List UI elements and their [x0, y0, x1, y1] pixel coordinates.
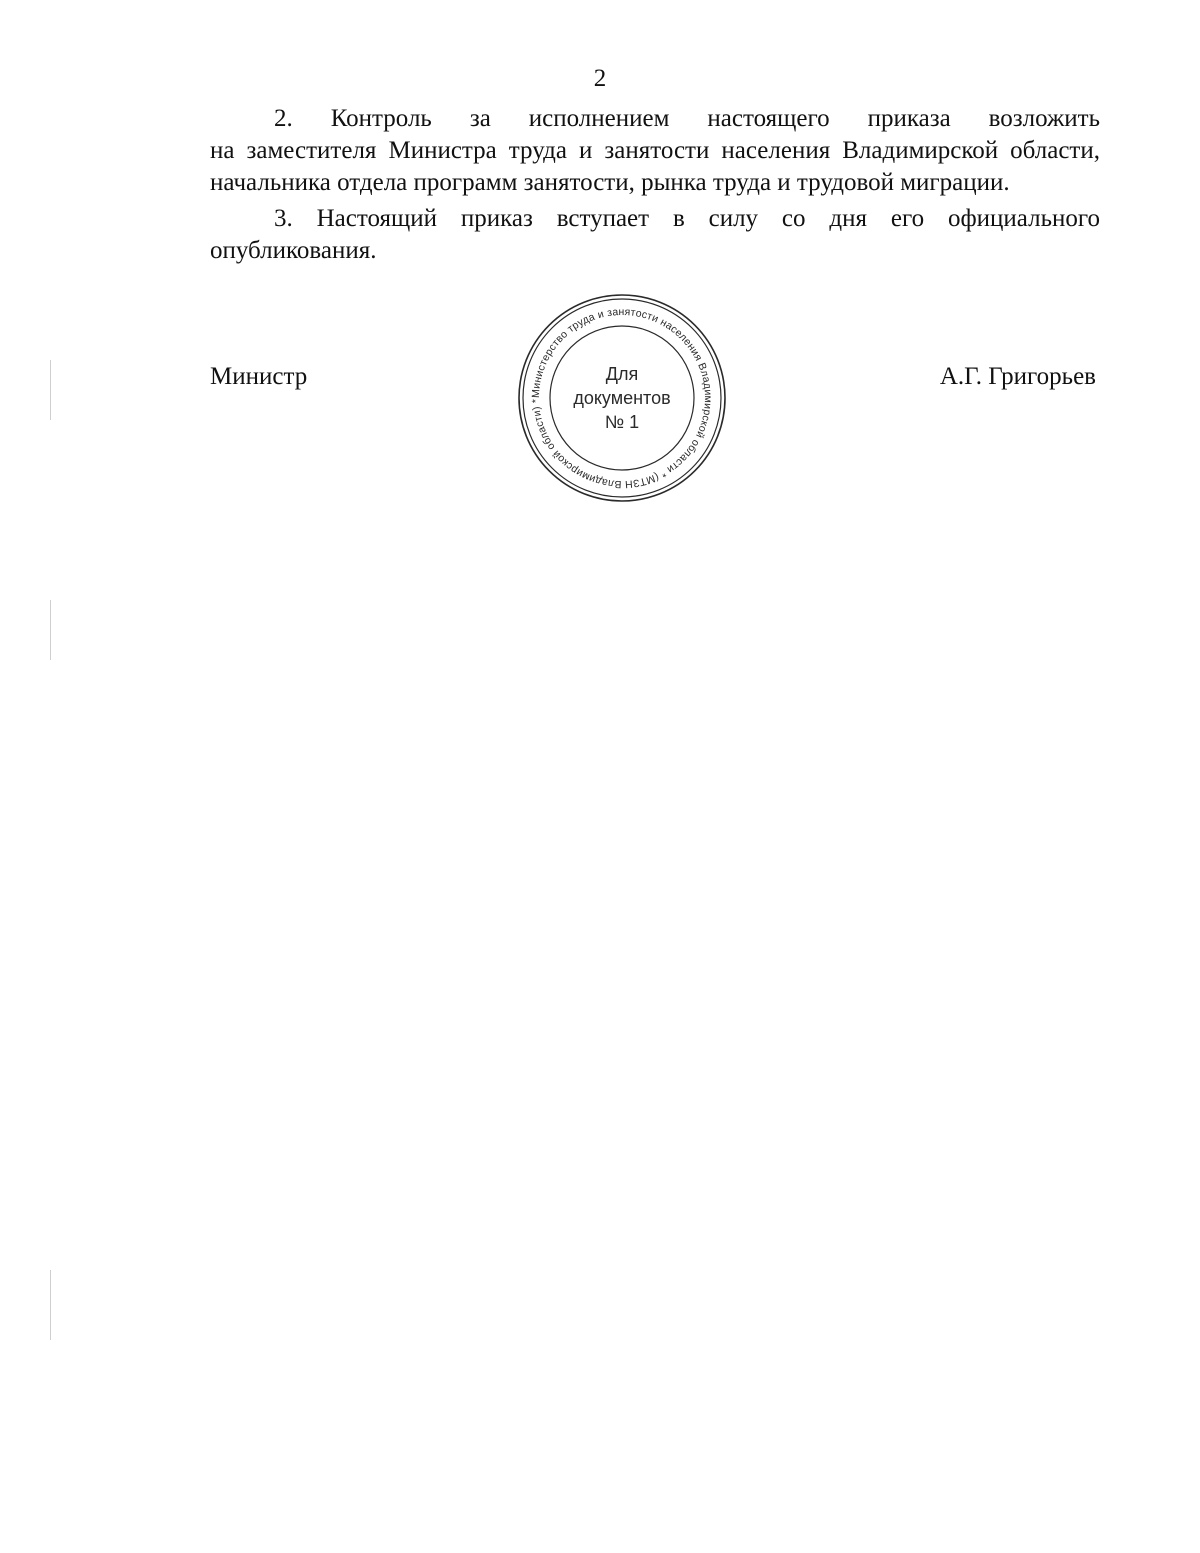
official-stamp	[516, 292, 728, 504]
scan-edge-mark-2	[50, 600, 51, 660]
signature-name: А.Г. Григорьев	[939, 363, 1096, 390]
scan-edge-mark-1	[50, 360, 51, 420]
stamp-center-line-3: № 1	[604, 412, 640, 432]
paragraph-2	[210, 103, 1100, 199]
paragraph-2-line-3: начальника отдела программ занятости, рынка труда и трудовой миграции.	[210, 169, 1010, 196]
signature-title: Министр	[210, 363, 308, 390]
stamp-ring-textpath: Министерство труда и занятости населения Владимирской области * (МТЗН Владимирской области) *	[529, 305, 715, 491]
paragraph-3	[210, 203, 1100, 267]
paragraph-2-line-1: 2. Контроль за исполнением настоящего приказа возложить	[274, 105, 1100, 132]
page-number: 2	[593, 65, 607, 92]
stamp-center-line-1: Для	[605, 364, 639, 384]
stamp-seal-icon	[516, 292, 728, 504]
paragraph-2-line-2: на заместителя Министра труда и занятости населения Владимирской области,	[210, 137, 1100, 164]
scan-edge-mark-3	[50, 1270, 51, 1340]
paragraph-3-line-1: 3. Настоящий приказ вступает в силу со дня его официального	[274, 205, 1100, 232]
stamp-center-line-2: документов	[573, 388, 671, 408]
paragraph-3-line-2: опубликования.	[210, 237, 377, 264]
